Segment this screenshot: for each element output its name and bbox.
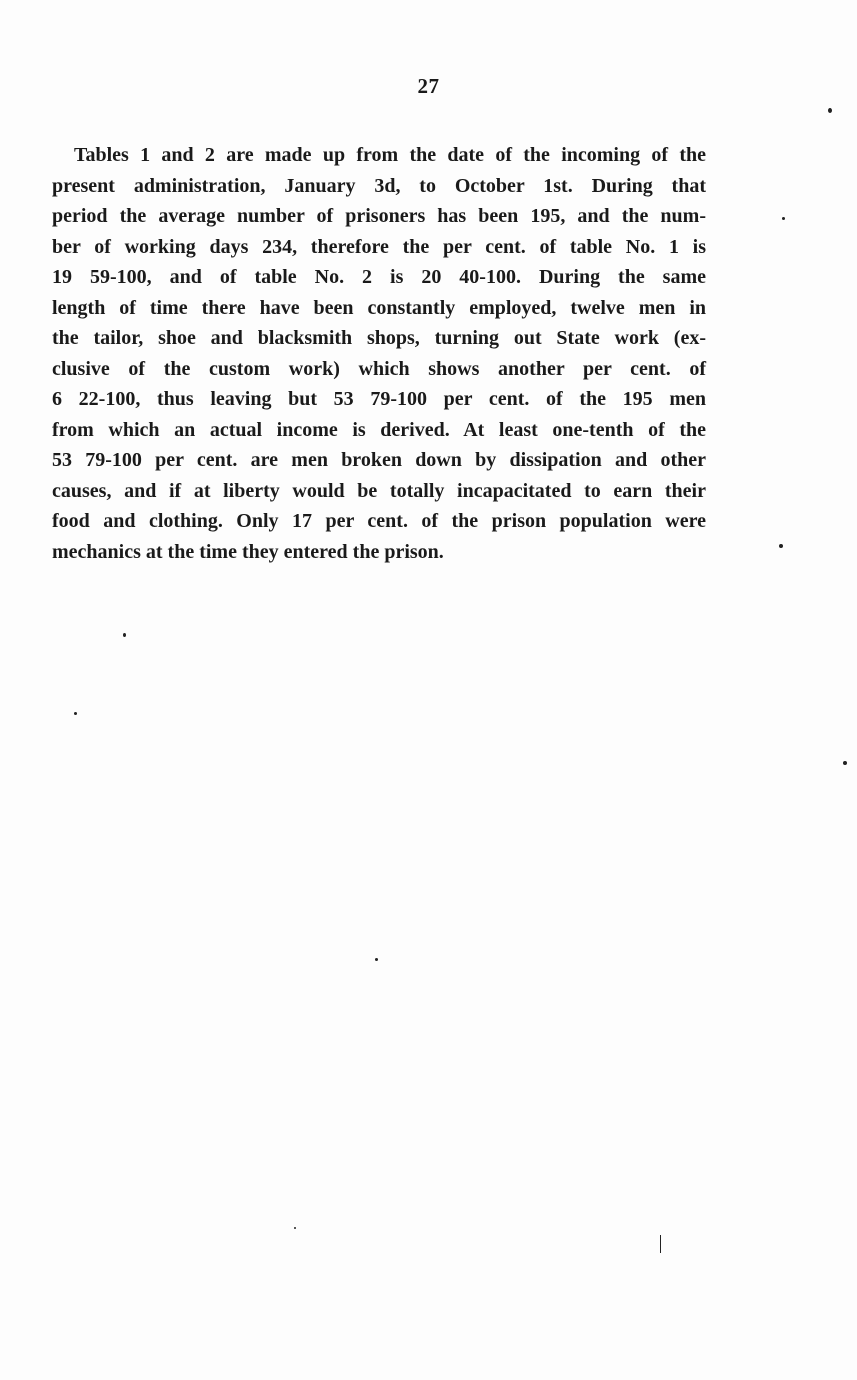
body-paragraph (52, 140, 706, 567)
paragraph-line: period the average number of prisoners has been 195, and the num- (52, 205, 706, 227)
paragraph-line: mechanics at the time they entered the prison. (52, 540, 444, 563)
page-number: 27 (417, 74, 440, 98)
paragraph-line: causes, and if at liberty would be totally incapacitated to earn their (52, 479, 706, 502)
paragraph-line: Tables 1 and 2 are made up from the date of the incoming of the (74, 144, 706, 166)
paragraph-line: 6 22-100, thus leaving but 53 79-100 per cent. of the 195 men (52, 388, 706, 410)
scan-speck (660, 1235, 661, 1253)
scan-speck (782, 217, 785, 220)
scan-speck (294, 1227, 296, 1229)
paragraph-line: food and clothing. Only 17 per cent. of the prison population were (52, 510, 706, 532)
paragraph-line: 53 79-100 per cent. are men broken down by dissipation and other (52, 449, 706, 471)
paragraph-line: ber of working days 234, therefore the per cent. of table No. 1 is (52, 235, 706, 258)
scan-speck (74, 712, 77, 715)
scan-speck (123, 633, 126, 637)
paragraph-line: the tailor, shoe and blacksmith shops, turning out State work (ex- (52, 327, 706, 349)
paragraph-line: 19 59-100, and of table No. 2 is 20 40-100. During the same (52, 266, 706, 288)
paragraph-line: clusive of the custom work) which shows another per cent. of (52, 357, 706, 380)
scan-speck (375, 958, 378, 961)
paragraph-line: present administration, January 3d, to October 1st. During that (52, 174, 706, 197)
paragraph-line: from which an actual income is derived. At least one-tenth of the (52, 418, 706, 441)
scan-speck (828, 108, 832, 113)
scan-speck (779, 544, 783, 548)
scan-speck (843, 761, 847, 765)
paragraph-line: length of time there have been constantly employed, twelve men in (52, 296, 706, 319)
